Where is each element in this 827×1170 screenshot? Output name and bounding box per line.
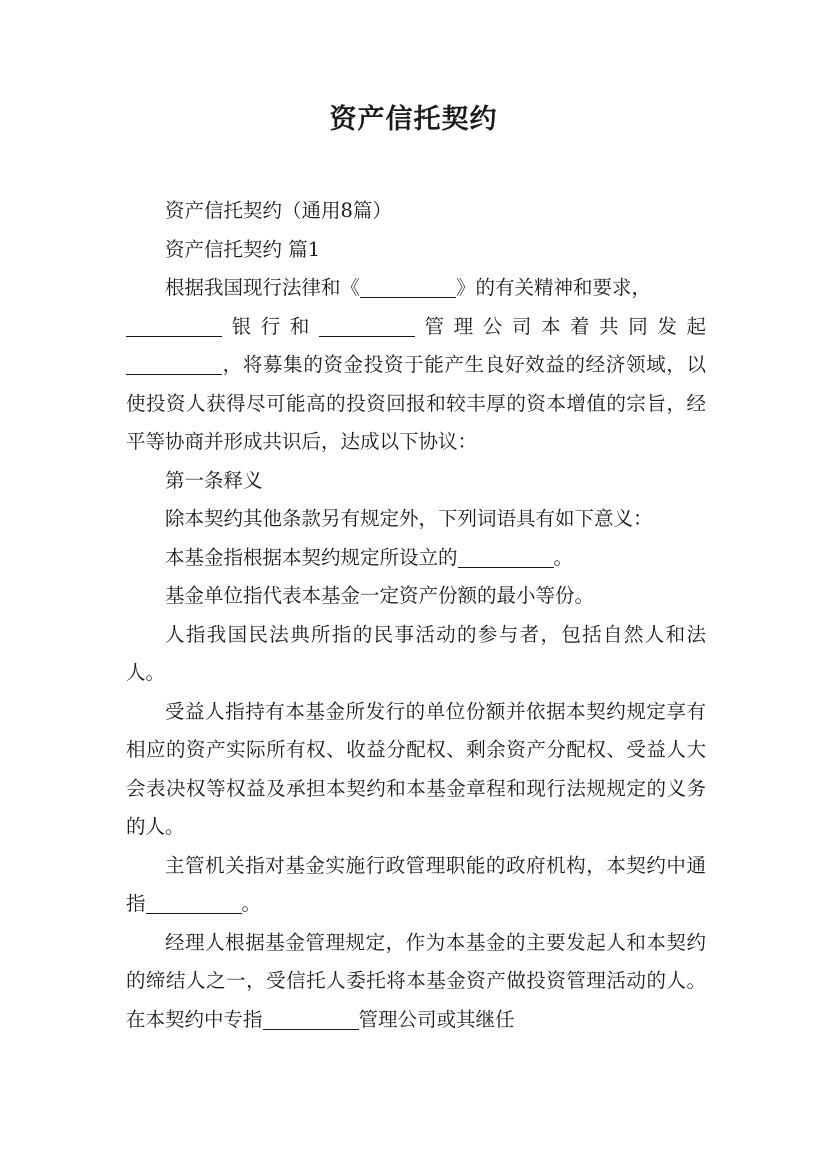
paragraph-1-part-c: 银行和 <box>222 314 319 338</box>
blank-line <box>458 547 554 568</box>
paragraph-3-part-a: 本基金指根据本契约规定所设立的 <box>165 545 458 569</box>
section-header <box>126 231 706 270</box>
subtitle <box>126 192 706 231</box>
paragraph-1-part-d: 管理公司本着共同发起 <box>414 314 706 338</box>
paragraph-1-part-b: 》的有关精神和要求， <box>456 276 652 299</box>
paragraph-8-part-a: 经理人根据基金管理规定，作为本基金的主要发起人和本契约的缔结人之一，受信托人委托将本基金资产做投资管理活动的人。在本契约中专指 <box>126 930 706 1031</box>
paragraph-2 <box>126 500 706 539</box>
paragraph-1-continued <box>126 346 706 462</box>
document-title: 资产信托契约 <box>329 104 498 135</box>
paragraph-4-text: 基金单位指代表本基金一定资产份额的最小等份。 <box>165 584 595 607</box>
paragraph-6-text: 受益人指持有本基金所发行的单位份额并依据本契约规定享有相应的资产实际所有权、收益分配权、剩余资产分配权、受益人大会表决权等权益及承担本契约和本基金章程和现行法规规定的义务的人。 <box>126 699 706 838</box>
paragraph-7-part-b: 。 <box>241 892 262 915</box>
blank-line <box>319 316 415 337</box>
paragraph-7-part-a: 主管机关指对基金实施行政管理职能的政府机构，本契约中通指 <box>126 853 706 915</box>
paragraph-8 <box>126 924 706 1040</box>
paragraph-7 <box>126 847 706 924</box>
article-1-heading-text: 第一条释义 <box>165 468 263 492</box>
blank-line <box>126 354 222 375</box>
paragraph-6 <box>126 693 706 847</box>
paragraph-2-text: 除本契约其他条款另有规定外，下列词语具有如下意义： <box>165 507 653 530</box>
blank-line <box>146 893 242 914</box>
paragraph-3 <box>126 539 706 578</box>
paragraph-5-text: 人指我国民法典所指的民事活动的参与者，包括自然人和法人。 <box>126 622 706 684</box>
document-body <box>126 192 706 1039</box>
paragraph-8-part-b: 管理公司或其继任 <box>358 1007 515 1031</box>
paragraph-1-line-2 <box>126 308 706 347</box>
subtitle-text: 资产信托契约（通用8篇） <box>165 199 392 222</box>
section-header-text: 资产信托契约 篇1 <box>165 237 321 261</box>
paragraph-4 <box>126 577 706 616</box>
blank-line <box>263 1009 359 1030</box>
blank-line <box>360 277 456 298</box>
article-1-heading <box>126 462 706 501</box>
paragraph-1-part-e: ，将募集的资金投资于能产生良好效益的经济领域，以使投资人获得尽可能高的投资回报和较丰厚的资本增值的宗旨，经平等协商并形成共识后，达成以下协议： <box>126 353 706 453</box>
paragraph-5 <box>126 616 706 693</box>
paragraph-1-part-a: 根据我国现行法律和《 <box>165 276 361 299</box>
paragraph-1 <box>126 269 706 308</box>
blank-line <box>126 316 222 337</box>
paragraph-3-part-b: 。 <box>553 545 574 569</box>
